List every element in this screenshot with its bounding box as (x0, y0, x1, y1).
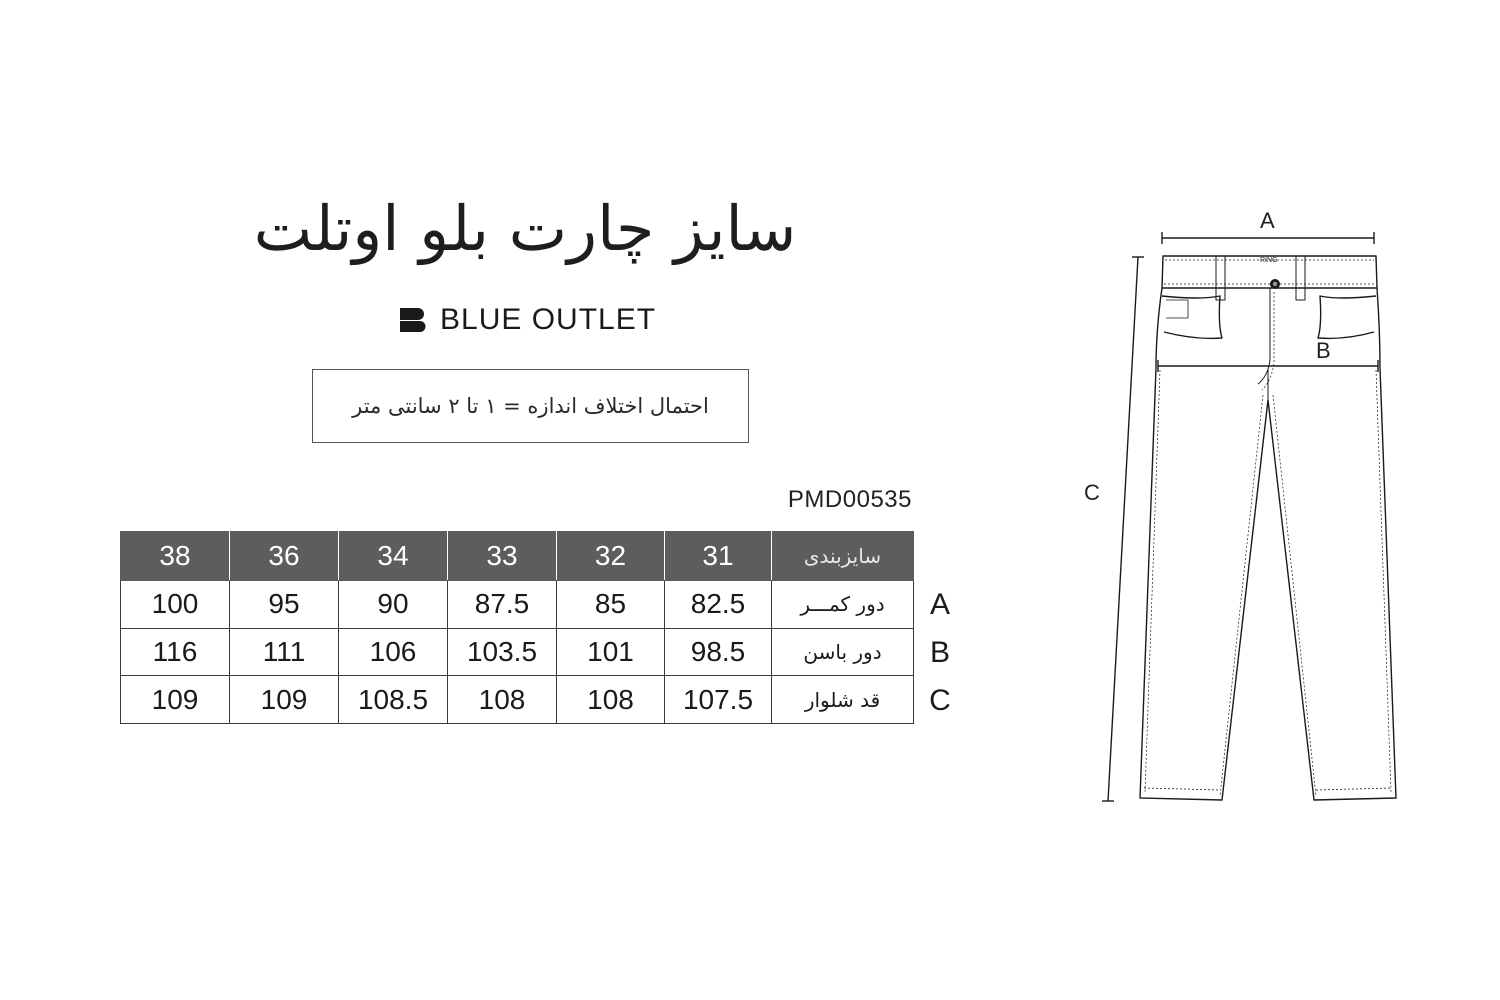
table-cell: 90 (339, 581, 448, 629)
dimension-b-label: B (1316, 338, 1331, 363)
table-cell: 111 (230, 628, 339, 676)
table-cell: 95 (230, 581, 339, 629)
table-cell: 82.5 (665, 581, 772, 629)
product-code: PMD00535 (787, 486, 912, 513)
size-header: 34 (339, 532, 448, 581)
table-cell: 109 (121, 676, 230, 724)
brand-name: BLUE OUTLET (440, 303, 657, 336)
table-cell: 103.5 (448, 628, 557, 676)
size-header: 38 (121, 532, 230, 581)
table-cell: 108.5 (339, 676, 448, 724)
brand-logo (400, 300, 656, 340)
table-cell: 85 (557, 581, 665, 629)
tolerance-note (312, 369, 749, 443)
row-label-length: قد شلوار (772, 676, 914, 724)
jeans-drawing-icon (1070, 200, 1410, 810)
row-letter-a: A (929, 588, 950, 621)
table-row (121, 676, 914, 724)
table-cell: 87.5 (448, 581, 557, 629)
size-header-label: سایزبندی (772, 532, 914, 581)
table-cell: 106 (339, 628, 448, 676)
row-letter-b: B (929, 636, 950, 669)
size-header: 33 (448, 532, 557, 581)
table-row (121, 581, 914, 629)
tolerance-note-text: احتمال اختلاف اندازه = ۱ تا ۲ سانتی متر (352, 394, 709, 418)
jeans-diagram (1070, 200, 1410, 814)
size-table (120, 531, 914, 724)
table-header-row (121, 532, 914, 581)
table-cell: 109 (230, 676, 339, 724)
size-header: 31 (665, 532, 772, 581)
table-cell: 100 (121, 581, 230, 629)
row-letter-c: C (929, 684, 951, 717)
size-header: 32 (557, 532, 665, 581)
row-label-waist: دور کمـــر (772, 581, 914, 629)
size-header: 36 (230, 532, 339, 581)
table-cell: 108 (557, 676, 665, 724)
table-cell: 98.5 (665, 628, 772, 676)
dimension-c-label: C (1084, 480, 1100, 505)
b-logo-icon (400, 308, 428, 332)
table-row (121, 628, 914, 676)
brand-tag: RING (1260, 257, 1278, 264)
table-cell: 116 (121, 628, 230, 676)
table-cell: 108 (448, 676, 557, 724)
page-title: سایز چارت بلو اوتلت (253, 192, 797, 265)
row-letters (920, 581, 960, 725)
row-label-hip: دور باسن (772, 628, 914, 676)
table-cell: 101 (557, 628, 665, 676)
table-cell: 107.5 (665, 676, 772, 724)
dimension-a-label: A (1260, 208, 1275, 233)
